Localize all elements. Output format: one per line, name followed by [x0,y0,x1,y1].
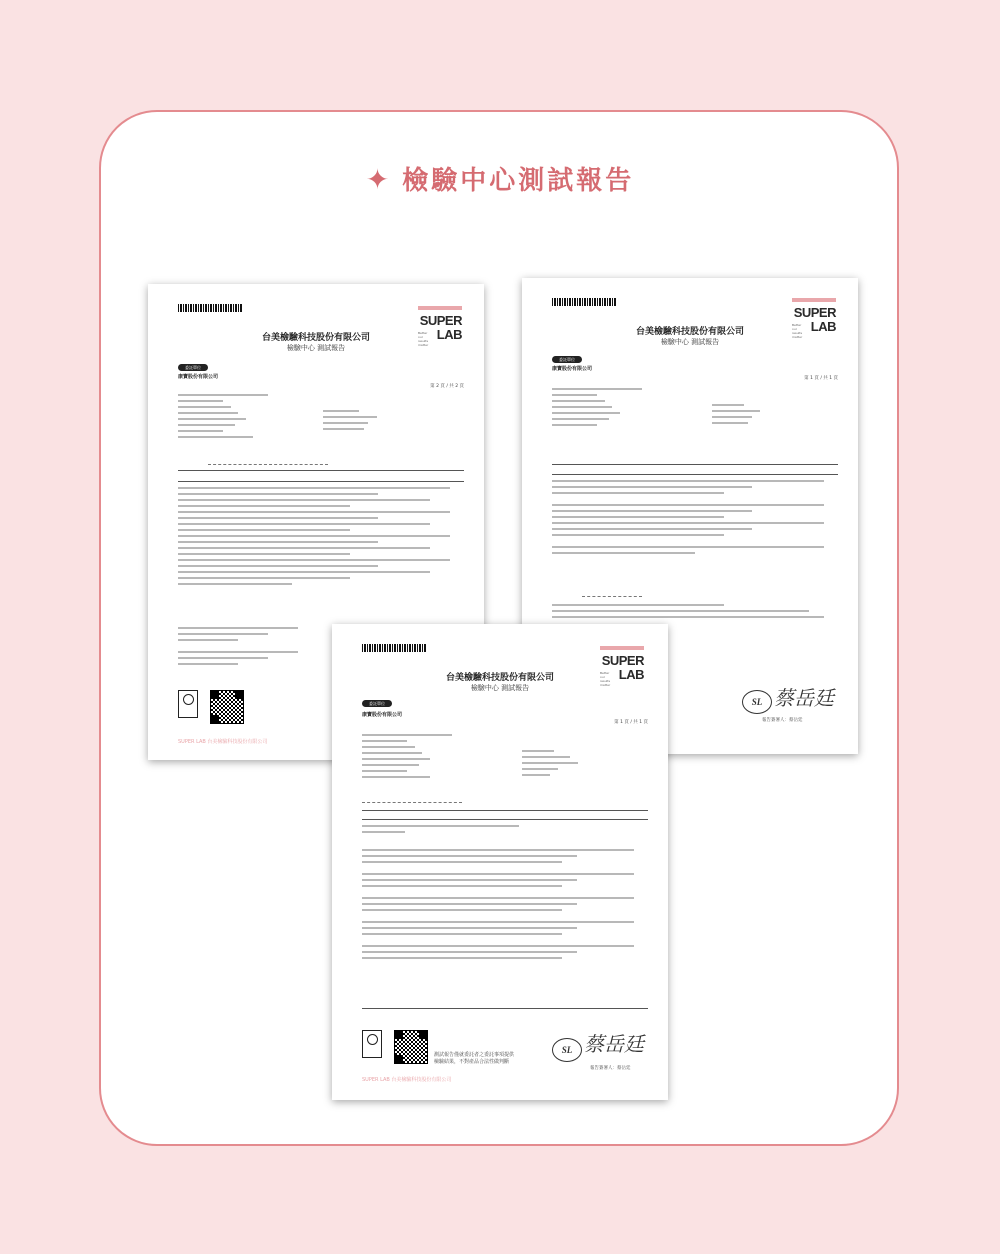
client-tag: 委託單位 [552,356,582,363]
logo-bar [418,306,462,310]
section-heading [0,160,1000,197]
results-table [552,480,838,558]
table-end-rule [362,1008,648,1009]
logo-tagline: Better our results matter [792,323,803,339]
report-footer: SUPER LAB 台美檢驗科技股份有限公司 [178,739,268,745]
approver-label: 報告簽署人：蔡岳廷 [762,718,803,723]
barcode [362,644,426,652]
page-info: 第 1 頁 / 共 1 頁 [614,720,648,725]
page-info: 第 2 頁 / 共 2 頁 [430,384,464,389]
results-table [178,487,464,589]
table-rule [552,474,838,475]
table-rule [362,810,648,811]
barcode [552,298,616,306]
logo-bar [600,646,644,650]
notes-block [552,604,838,622]
report-subtitle: 檢驗中心 測試報告 [286,344,346,352]
table-rule [552,464,838,465]
report-footer: SUPER LAB 台美檢驗科技股份有限公司 [362,1077,452,1083]
results-table [362,825,648,963]
sample-info-block [552,388,702,430]
client-name: 康寶股份有限公司 [552,366,593,372]
client-name: 康寶股份有限公司 [362,712,403,718]
sample-info-block-right [522,750,602,780]
sample-info-block-right [712,404,792,428]
table-rule [178,470,464,471]
logo-text: SUPER LAB [601,653,644,682]
divider [362,802,462,803]
super-lab-logo [600,646,646,692]
super-lab-logo [418,306,464,352]
report-company: 台美檢驗科技股份有限公司 [261,333,370,343]
sample-info-block [362,734,512,782]
signature: 蔡岳廷 [774,686,834,710]
heading-title: 檢驗中心測試報告 [402,166,635,196]
client-tag: 委託單位 [178,364,208,371]
sample-info-block-right [323,410,413,434]
logo-tagline: Better our results matter [600,671,611,687]
report-company: 台美檢驗科技股份有限公司 [445,673,554,683]
approver-label: 報告簽署人：蔡岳廷 [590,1066,631,1071]
report-note: 測試報告僅就委託者之委託事項提供 檢驗結果，不對產品合法性做判斷 [434,1052,515,1065]
divider [208,464,328,465]
logo-bar [792,298,836,302]
super-lab-logo [792,298,838,344]
barcode [178,304,242,312]
signature: 蔡岳廷 [584,1032,644,1056]
sl-seal: SL [742,690,772,714]
sl-seal: SL [552,1038,582,1062]
qr-code[interactable] [394,1030,428,1064]
logo-tagline: Better our results matter [418,331,429,347]
results-table-extra [178,627,328,669]
report-subtitle: 檢驗中心 測試報告 [660,338,720,346]
table-rule [178,481,464,482]
qr-code[interactable] [210,690,244,724]
fsc-logo [178,690,198,718]
table-rule [362,819,648,820]
page-info: 第 1 頁 / 共 1 頁 [804,376,838,381]
divider [582,596,642,597]
fsc-logo [362,1030,382,1058]
logo-text: SUPER LAB [419,313,462,342]
client-tag: 委託單位 [362,700,392,707]
sparkle-icon: ✦ [365,163,393,196]
report-company: 台美檢驗科技股份有限公司 [635,327,744,337]
logo-text: SUPER LAB [793,305,836,334]
sample-info-block [178,394,328,442]
report-subtitle: 檢驗中心 測試報告 [470,684,530,692]
test-report-front[interactable] [332,624,668,1100]
client-name: 康寶股份有限公司 [178,374,219,380]
